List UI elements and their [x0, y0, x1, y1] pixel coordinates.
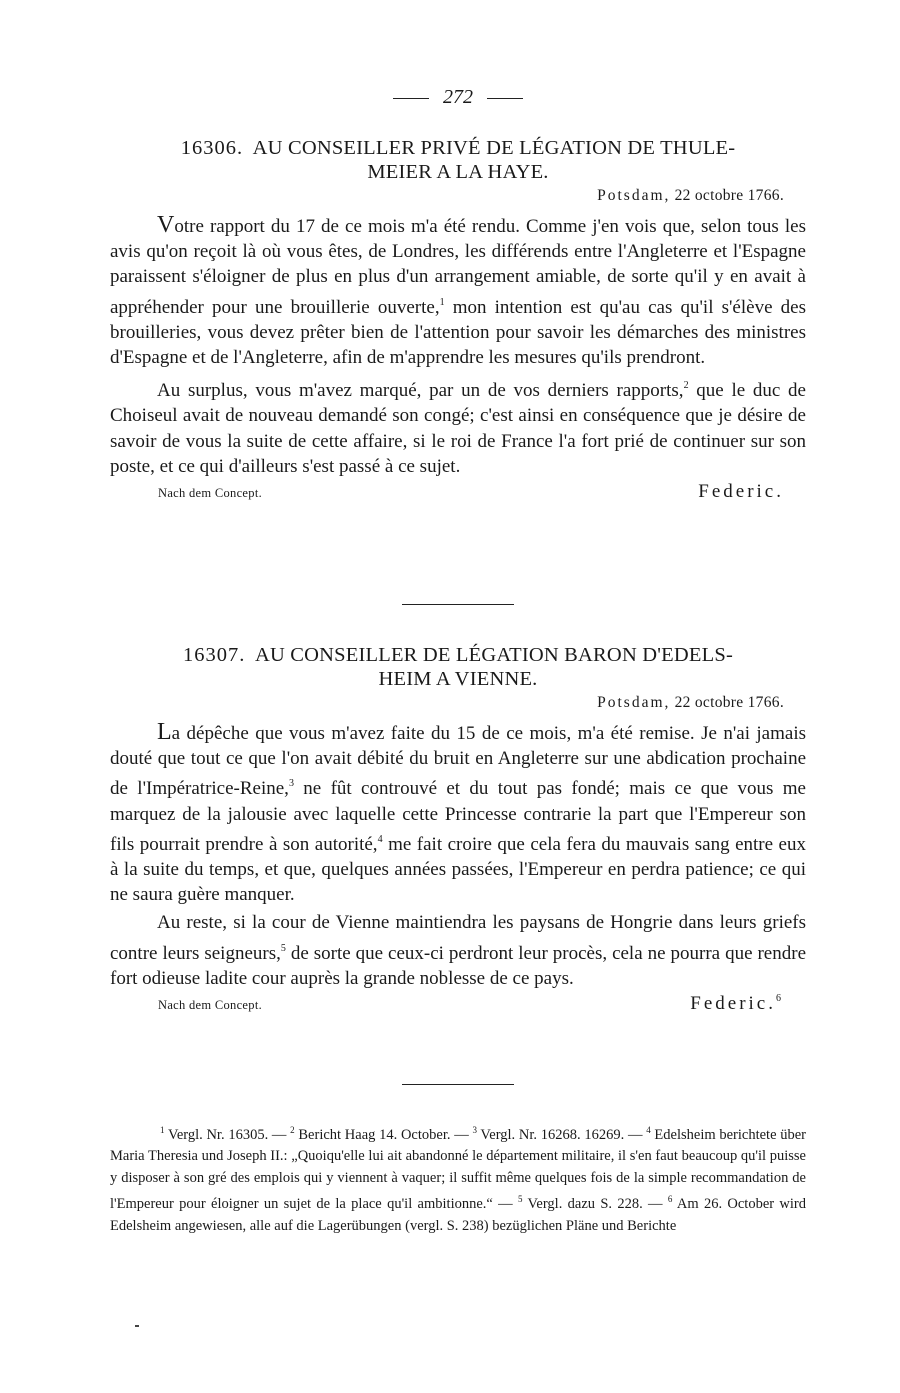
- source-note: Nach dem Concept.: [158, 998, 263, 1013]
- dateline: [110, 187, 784, 205]
- print-speck: [135, 1325, 139, 1327]
- letter-body: [110, 720, 806, 991]
- footnote-mark: 6: [667, 1194, 673, 1205]
- date: 22 octobre 1766.: [674, 694, 784, 711]
- footnote-mark: 4: [646, 1125, 651, 1135]
- footnotes: [110, 1120, 806, 1237]
- letter-16307: [110, 643, 806, 1015]
- footnote-ref: 1: [439, 296, 445, 308]
- footnote-ref: 4: [377, 833, 383, 845]
- letter-title-line1: 16307. AU CONSEILLER DE LÉGATION BARON D'EDELS-: [183, 644, 733, 666]
- separator-rule: [402, 1084, 514, 1085]
- letter-heading: [110, 643, 806, 691]
- page-number: 272: [110, 86, 806, 109]
- date: 22 octobre 1766.: [674, 187, 784, 204]
- letter-title-line2: MEIER A LA HAYE.: [367, 161, 549, 183]
- footnote-mark: 2: [290, 1125, 295, 1135]
- footnote-mark: 1: [160, 1125, 165, 1135]
- separator-rule: [402, 604, 514, 605]
- dateline: [110, 694, 784, 712]
- signature-row: [110, 481, 806, 503]
- initial-letter: V: [157, 212, 175, 238]
- footnote-ref: 5: [280, 942, 286, 954]
- footnote-text: $^1$ Vergl. Nr. 16305. — $^2$ Bericht Haag 14. October. — $^3$ Vergl. Nr. 16268. 16269. — $^4$ Edelsheim berichtete über Maria Theresia und Joseph II.: „Quoiqu'elle lui ait abandonné le département militaire, il s'en faut beaucoup qu'il puisse y disposer à son gré des emplois qui y viennent à vaquer; il suffit même quelques fois de la simple recommandation de l'Empereur pour éloigner un sujet de la place qu'il ambitionne.“ — $^5$ Vergl. dazu S. 228. — $^6$ Am 26. October wird Edelsheim angewiesen, alle auf die Lagerübungen (vergl. S. 238) bezüglichen Pläne und Berichte: [110, 1125, 806, 1234]
- page-number-dash-left: [393, 98, 429, 99]
- letter-16306: [110, 136, 806, 503]
- letter-title-line2: HEIM A VIENNE.: [378, 668, 538, 690]
- paragraph: La dépêche que vous m'avez faite du 15 de ce mois, m'a été remise. Je n'ai jamais douté que tout ce que l'on avait débité du bruit en Angleterre sur une abdication prochaine de l'Impératrice-Reine,$^3$ ne fût controuvé et du tout pas fondé; mais ce que vous me marquez de la jalousie avec laquelle cette Princesse contrarie la part que l'Empereur son fils pourrait prendre à son autorité,$^4$ me fait croire que cela fera du mauvais sang entre eux à la suite du temps, et que, quelques années passées, l'Empereur en perdra patience; ce qui ne saura guère manquer.: [110, 719, 806, 906]
- place: Potsdam,: [597, 187, 671, 204]
- signature: Federic.: [698, 481, 784, 503]
- source-note: Nach dem Concept.: [158, 486, 263, 501]
- letter-title-line1: 16306. AU CONSEILLER PRIVÉ DE LÉGATION DE THULE-: [180, 137, 736, 159]
- footnote-ref: 6: [776, 993, 784, 1005]
- place: Potsdam,: [597, 694, 671, 711]
- letter-body: [110, 213, 806, 479]
- footnote-mark: 5: [518, 1194, 523, 1205]
- signature-row: [110, 993, 806, 1015]
- letter-heading: [110, 136, 806, 184]
- initial-letter: L: [157, 719, 172, 745]
- letter-number: 16307.: [183, 644, 246, 666]
- footnote-mark: 3: [472, 1125, 477, 1135]
- signature: Federic.$^6$: [690, 993, 784, 1015]
- paragraph: Au reste, si la cour de Vienne maintiendra les paysans de Hongrie dans leurs griefs contre leurs seigneurs,$^5$ de sorte que ceux-ci perdront leur procès, cela ne pourra que rendre fort odieuse ladite cour auprès la grande noblesse de ce pays.: [110, 912, 806, 989]
- footnote-ref: 2: [683, 380, 689, 392]
- paragraph: Votre rapport du 17 de ce mois m'a été rendu. Comme j'en vois que, selon tous les avis qu'on reçoit là où vous êtes, de Londres, les différends entre l'Angleterre et l'Espagne paraissent s'éloigner de plus en plus d'un arrangement amiable, de sorte qu'il y en avait à appréhender pour une brouillerie ouverte,$^1$ mon intention est qu'au cas qu'il s'élève des brouilleries, vous devez prêter bien de l'attention pour savoir les démarches des ministres d'Espagne et de l'Angleterre, afin de m'apprendre les mesures qu'ils prendront.: [110, 212, 806, 369]
- footnote-ref: 3: [288, 778, 294, 790]
- page-number-dash-right: [487, 98, 523, 99]
- letter-number: 16306.: [180, 137, 244, 159]
- paragraph: Au surplus, vous m'avez marqué, par un de vos derniers rapports,$^2$ que le duc de Choiseul avait de nouveau demandé son congé; c'est ainsi en conséquence que je désire de savoir de vous la suite de cette affaire, si le roi de France l'a fort prié de continuer sur son poste, et ce qui d'ailleurs s'est passé à ce sujet.: [110, 380, 806, 477]
